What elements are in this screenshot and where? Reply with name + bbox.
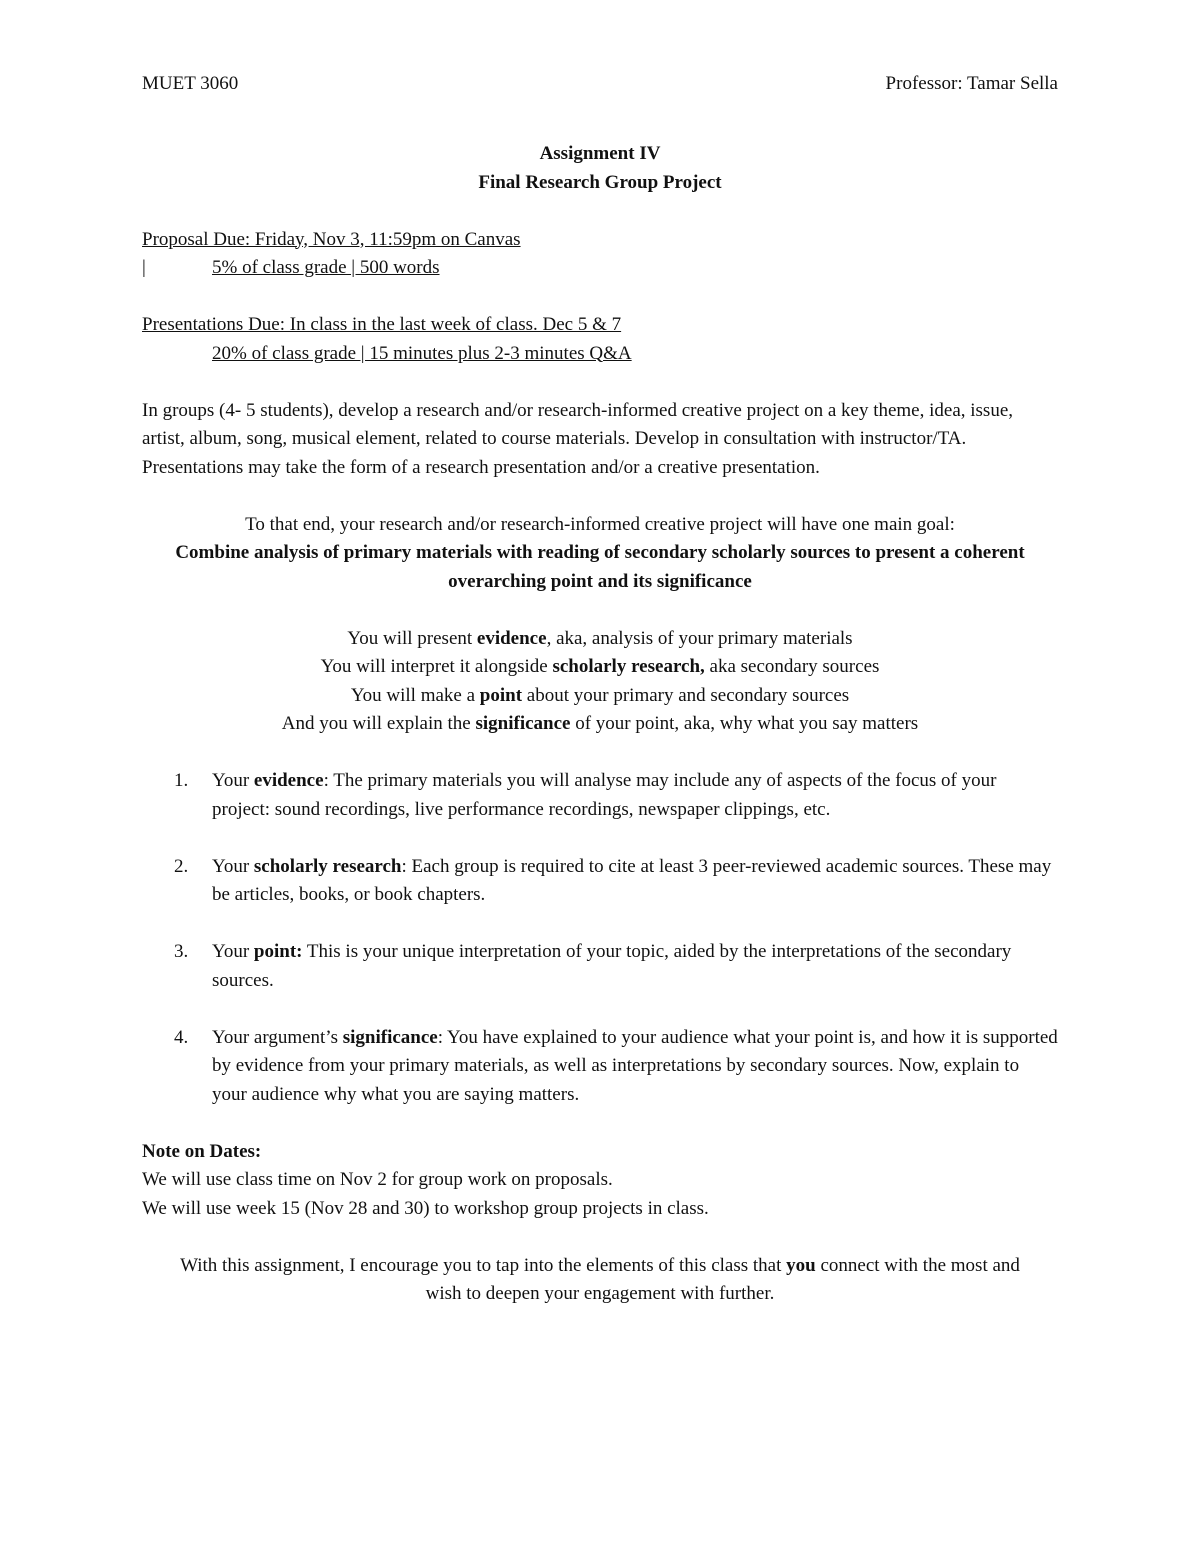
professor-name: Professor: Tamar Sella	[885, 73, 1058, 94]
list-keyword: scholarly research	[253, 855, 402, 877]
list-text: Your argument’s	[212, 1026, 343, 1048]
summary-text: You will make a	[350, 684, 480, 706]
presentations-due-heading: Presentations Due: In class in the last week of class. Dec 5 & 7	[142, 314, 622, 335]
goal-statement: Combine analysis of primary materials with reading of secondary scholarly sources to present a coherent overarching point and its significance	[175, 542, 1025, 592]
list-text: Your	[212, 855, 254, 877]
closing-text: With this assignment, I encourage you to tap into the elements of this class that	[180, 1254, 787, 1276]
summary-keyword: significance	[475, 713, 571, 734]
list-number: 2.	[174, 855, 189, 877]
summary-keyword: scholarly research,	[552, 656, 705, 677]
document-body	[142, 140, 1058, 1309]
list-item	[142, 853, 1058, 910]
dates-heading: Note on Dates:	[142, 1140, 262, 1162]
closing-text: connect with the most and wish to deepen your engagement with further.	[425, 1254, 1020, 1304]
presentations-due-line	[142, 311, 1058, 340]
summary-line-evidence	[142, 625, 1058, 654]
list-text: Your	[212, 941, 254, 962]
course-code: MUET 3060	[142, 73, 239, 94]
list-keyword: significance	[342, 1026, 438, 1048]
presentations-detail: 20% of class grade | 15 minutes plus 2-3 minutes Q&A	[212, 342, 632, 364]
list-item	[142, 938, 1058, 995]
assignment-title: Assignment IV	[539, 143, 661, 164]
summary-line-significance	[142, 710, 1058, 739]
dates-line-1: We will use class time on Nov 2 for group work on proposals.	[142, 1169, 613, 1190]
summary-line-research	[142, 653, 1058, 682]
intro-paragraph: In groups (4- 5 students), develop a research and/or research-informed creative project on a key theme, idea, issue, artist, album, song, musical element, related to course materials. Develop in consultation with instructor/TA. Presentations may take the form of a research presentation and/or a creative presentation.	[142, 399, 1014, 478]
summary-keyword: point	[479, 684, 523, 706]
list-number: 3.	[174, 941, 189, 962]
requirements-list	[142, 767, 1058, 1109]
closing-keyword: you	[786, 1254, 816, 1276]
page-header	[142, 70, 1058, 100]
summary-text: You will present	[347, 627, 477, 649]
proposal-detail: 5% of class grade | 500 words	[212, 257, 440, 278]
summary-text: aka secondary sources	[704, 656, 880, 677]
list-number: 4.	[174, 1026, 189, 1048]
summary-text: about your primary and secondary sources	[522, 684, 850, 706]
closing-paragraph	[162, 1252, 1038, 1309]
summary-text: of your point, aka, why what you say matters	[570, 713, 919, 734]
summary-keyword: evidence	[476, 627, 547, 649]
summary-text: You will interpret it alongside	[320, 656, 553, 677]
summary-text: And you will explain the	[281, 713, 476, 734]
proposal-pipe: |	[142, 257, 146, 278]
list-number: 1.	[174, 770, 189, 791]
proposal-due-heading: Proposal Due: Friday, Nov 3, 11:59pm on Canvas	[142, 228, 521, 250]
summary-list	[142, 625, 1058, 739]
list-text: : You have explained to your audience what your point is, and how it is supported by evidence from your primary materials, as well as interpretations by secondary sources. Now, explain to your audience why what you are saying matters.	[212, 1026, 1058, 1105]
goal-lead: To that end, your research and/or research-informed creative project will have one main goal:	[245, 513, 955, 535]
list-keyword: point:	[253, 941, 303, 962]
list-text: : Each group is required to cite at least 3 peer-reviewed academic sources. These may be articles, books, or book chapters.	[212, 855, 1052, 905]
list-item	[142, 767, 1058, 824]
list-keyword: evidence	[253, 770, 324, 791]
list-text: : The primary materials you will analyse may include any of aspects of the focus of your project: sound recordings, live performance recordings, newspaper clippings, etc.	[212, 770, 997, 820]
list-item	[142, 1024, 1058, 1110]
summary-text: , aka, analysis of your primary materials	[546, 627, 853, 649]
summary-line-point	[142, 682, 1058, 711]
presentations-detail-line	[142, 340, 1058, 369]
dates-line-2: We will use week 15 (Nov 28 and 30) to workshop group projects in class.	[142, 1197, 709, 1219]
proposal-due-line	[142, 226, 1058, 255]
list-text: Your	[212, 770, 254, 791]
list-text: This is your unique interpretation of your topic, aided by the interpretations of the secondary sources.	[212, 941, 1012, 991]
proposal-detail-line	[142, 254, 1058, 283]
assignment-subtitle: Final Research Group Project	[478, 171, 722, 193]
